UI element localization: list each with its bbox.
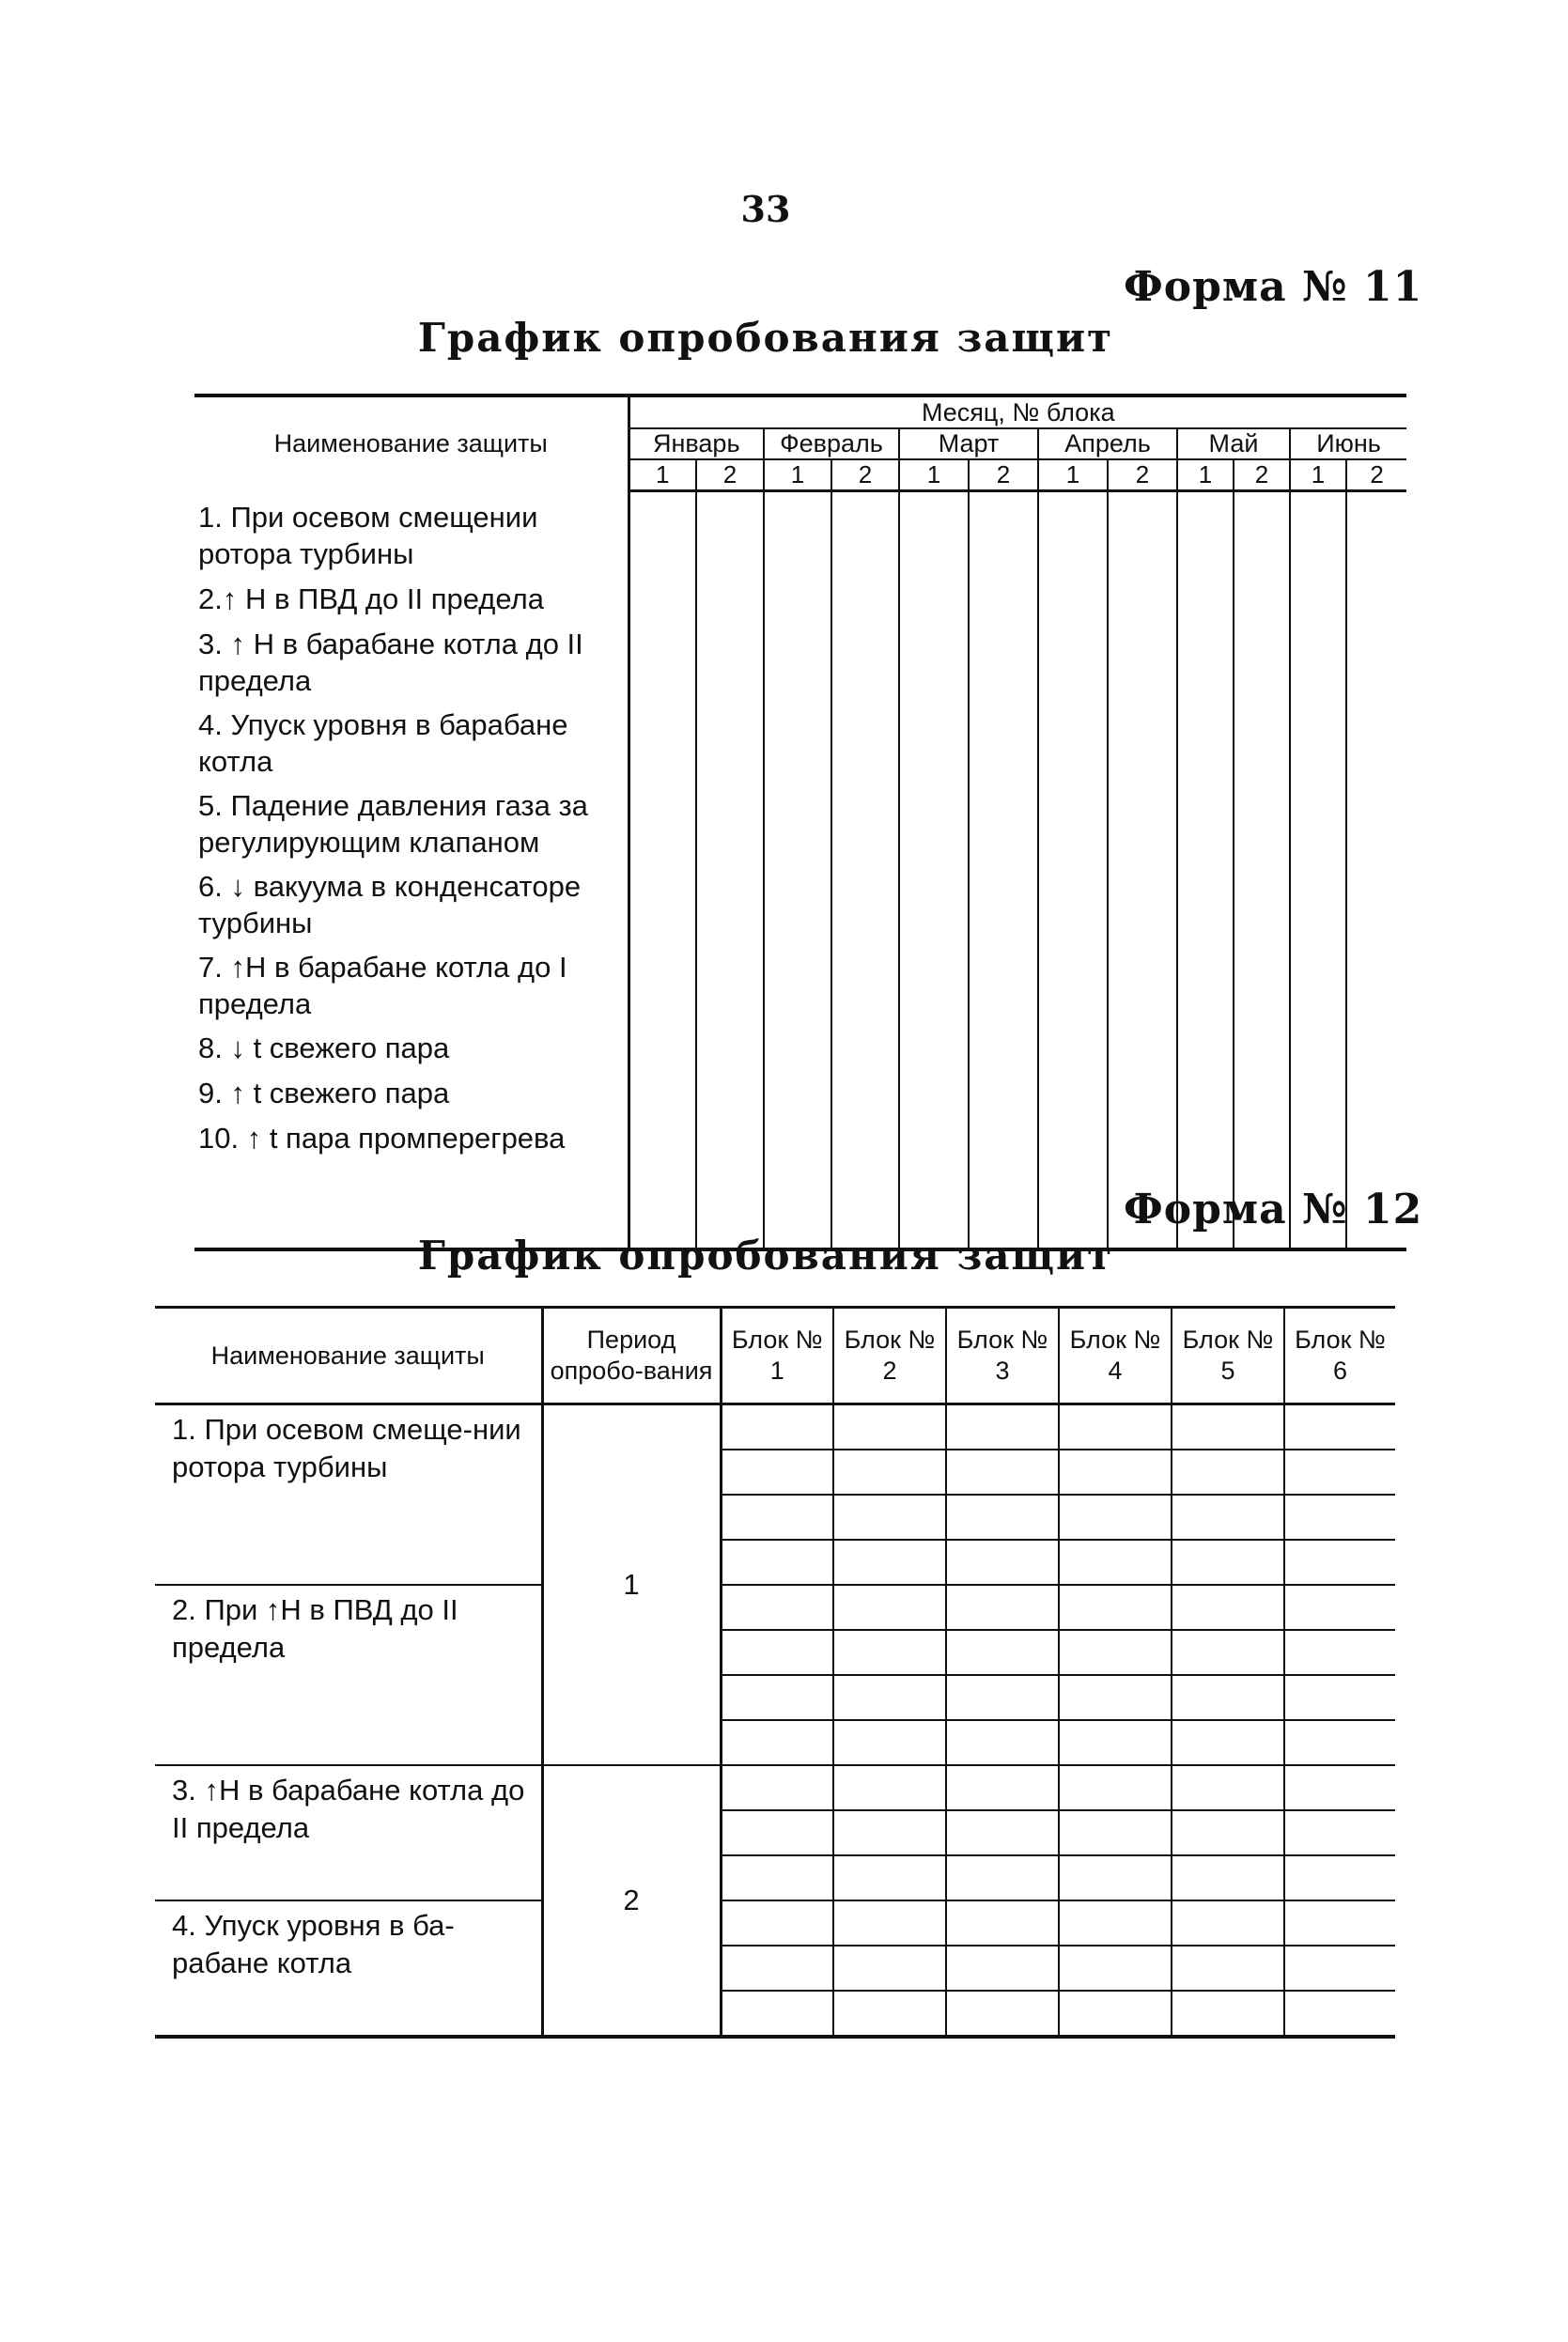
block-cell[interactable] — [721, 1900, 833, 1946]
block-number-header: 2 — [1234, 459, 1290, 491]
protection-item: 5. Падение давления газа за регулирующим клапаном — [198, 788, 588, 859]
block-cell[interactable] — [1284, 1450, 1395, 1495]
block-cell[interactable] — [1284, 1991, 1395, 2037]
block-number-header: 2 — [696, 459, 764, 491]
column-header-block: Блок № 6 — [1284, 1308, 1395, 1404]
schedule-cell[interactable] — [1108, 491, 1177, 1249]
block-cell[interactable] — [946, 1585, 1059, 1630]
protection-item: 10. ↑ t пара промперегрева — [198, 1121, 566, 1155]
block-number-header: 2 — [1346, 459, 1406, 491]
schedule-cell[interactable] — [1234, 491, 1290, 1249]
block-cell[interactable] — [833, 1900, 946, 1946]
form-11-title: График опробования защит — [417, 315, 1114, 361]
schedule-cell[interactable] — [764, 491, 831, 1249]
block-cell[interactable] — [1172, 1540, 1284, 1585]
page-number: 33 — [740, 188, 791, 230]
block-cell[interactable] — [1284, 1675, 1395, 1720]
block-number-header: 1 — [1290, 459, 1346, 491]
protection-item: 3. ↑ Н в барабане котла до II предела — [198, 627, 583, 697]
protection-name: 3. ↑Н в барабане котла до II предела — [155, 1765, 542, 1900]
block-cell[interactable] — [1172, 1630, 1284, 1675]
protection-item: 4. Упуск уровня в барабане котла — [198, 707, 568, 778]
block-cell[interactable] — [721, 1991, 833, 2037]
block-cell[interactable] — [1059, 1495, 1172, 1540]
form-12-label: Форма № 12 — [1124, 1186, 1423, 1233]
column-header-block: Блок № 5 — [1172, 1308, 1284, 1404]
block-cell[interactable] — [946, 1630, 1059, 1675]
block-cell[interactable] — [1059, 1585, 1172, 1630]
protection-item: 9. ↑ t свежего пара — [198, 1076, 450, 1109]
block-cell[interactable] — [833, 1720, 946, 1765]
column-header-month: Месяц, № блока — [629, 396, 1406, 428]
block-cell[interactable] — [1284, 1765, 1395, 1810]
schedule-cell[interactable] — [696, 491, 764, 1249]
schedule-cell[interactable] — [969, 491, 1038, 1249]
block-cell[interactable] — [721, 1765, 833, 1810]
block-cell[interactable] — [833, 1765, 946, 1810]
schedule-cell[interactable] — [1290, 491, 1346, 1249]
protection-name: 2. При ↑Н в ПВД до II предела — [155, 1585, 542, 1765]
block-cell[interactable] — [1172, 1585, 1284, 1630]
block-number-header: 2 — [969, 459, 1038, 491]
block-cell[interactable] — [1284, 1540, 1395, 1585]
block-cell[interactable] — [721, 1450, 833, 1495]
block-cell[interactable] — [946, 1540, 1059, 1585]
block-cell[interactable] — [833, 1404, 946, 1450]
block-cell[interactable] — [1284, 1720, 1395, 1765]
protection-name: 1. При осевом смеще-нии ротора турбины — [155, 1404, 542, 1586]
form-12-title: График опробования защит — [417, 1233, 1114, 1279]
block-number-header: 2 — [1108, 459, 1177, 491]
protection-item: 1. При осевом смещении ротора турбины — [198, 500, 538, 570]
protection-name: 4. Упуск уровня в ба-рабане котла — [155, 1900, 542, 2037]
protection-item: 8. ↓ t свежего пара — [198, 1031, 450, 1064]
month-header: Июнь — [1290, 428, 1406, 459]
schedule-cell[interactable] — [1177, 491, 1234, 1249]
column-header-period: Период опробо-вания — [542, 1308, 721, 1404]
block-number-header: 1 — [899, 459, 969, 491]
block-cell[interactable] — [721, 1675, 833, 1720]
schedule-cell[interactable] — [1038, 491, 1108, 1249]
form-11-table — [194, 394, 1406, 1251]
column-header-block: Блок № 3 — [946, 1308, 1059, 1404]
block-cell[interactable] — [833, 1675, 946, 1720]
block-cell[interactable] — [1284, 1404, 1395, 1450]
block-cell[interactable] — [833, 1855, 946, 1900]
block-cell[interactable] — [833, 1585, 946, 1630]
block-cell[interactable] — [946, 1765, 1059, 1810]
column-header-name: Наименование защиты — [155, 1308, 542, 1404]
block-cell[interactable] — [946, 1495, 1059, 1540]
block-cell[interactable] — [946, 1720, 1059, 1765]
block-cell[interactable] — [1059, 1765, 1172, 1810]
block-number-header: 1 — [629, 459, 696, 491]
block-cell[interactable] — [946, 1404, 1059, 1450]
block-number-header: 2 — [831, 459, 899, 491]
block-cell[interactable] — [833, 1946, 946, 1991]
month-header: Март — [899, 428, 1038, 459]
month-header: Май — [1177, 428, 1290, 459]
block-cell[interactable] — [1172, 1810, 1284, 1855]
block-cell[interactable] — [1172, 1404, 1284, 1450]
block-cell[interactable] — [1059, 1675, 1172, 1720]
block-cell[interactable] — [1059, 1540, 1172, 1585]
form-12-table — [155, 1306, 1395, 2039]
block-cell[interactable] — [946, 1855, 1059, 1900]
block-cell[interactable] — [721, 1720, 833, 1765]
block-cell[interactable] — [1059, 1900, 1172, 1946]
block-cell[interactable] — [721, 1810, 833, 1855]
block-cell[interactable] — [721, 1946, 833, 1991]
protection-item: 2.↑ Н в ПВД до II предела — [198, 582, 544, 615]
block-cell[interactable] — [721, 1540, 833, 1585]
block-cell[interactable] — [1059, 1946, 1172, 1991]
block-cell[interactable] — [1172, 1675, 1284, 1720]
block-cell[interactable] — [1172, 1450, 1284, 1495]
protection-item: 7. ↑Н в барабане котла до I предела — [198, 950, 567, 1020]
block-cell[interactable] — [721, 1585, 833, 1630]
test-period: 1 — [542, 1404, 721, 1766]
block-cell[interactable] — [946, 1991, 1059, 2037]
block-cell[interactable] — [1172, 1720, 1284, 1765]
block-cell[interactable] — [946, 1450, 1059, 1495]
column-header-block: Блок № 1 — [721, 1308, 833, 1404]
block-cell[interactable] — [1059, 1630, 1172, 1675]
column-header-block: Блок № 2 — [833, 1308, 946, 1404]
block-number-header: 1 — [764, 459, 831, 491]
month-header: Февраль — [764, 428, 899, 459]
test-period: 2 — [542, 1765, 721, 2037]
column-header-name: Наименование защиты — [194, 396, 629, 491]
schedule-cell[interactable] — [629, 491, 696, 1249]
month-header: Апрель — [1038, 428, 1177, 459]
block-cell[interactable] — [1172, 1946, 1284, 1991]
block-cell[interactable] — [1284, 1495, 1395, 1540]
block-cell[interactable] — [833, 1991, 946, 2037]
block-cell[interactable] — [1172, 1900, 1284, 1946]
block-cell[interactable] — [833, 1495, 946, 1540]
schedule-cell[interactable] — [831, 491, 899, 1249]
block-cell[interactable] — [833, 1540, 946, 1585]
block-cell[interactable] — [1059, 1450, 1172, 1495]
block-cell[interactable] — [1059, 1991, 1172, 2037]
block-cell[interactable] — [1284, 1810, 1395, 1855]
block-cell[interactable] — [1059, 1720, 1172, 1765]
block-number-header: 1 — [1177, 459, 1234, 491]
block-cell[interactable] — [1284, 1900, 1395, 1946]
block-cell[interactable] — [1172, 1765, 1284, 1810]
block-cell[interactable] — [1284, 1855, 1395, 1900]
schedule-cell[interactable] — [899, 491, 969, 1249]
protection-item: 6. ↓ вакуума в конденсаторе турбины — [198, 869, 582, 939]
block-cell[interactable] — [946, 1810, 1059, 1855]
block-cell[interactable] — [721, 1404, 833, 1450]
block-cell[interactable] — [1284, 1946, 1395, 1991]
block-cell[interactable] — [946, 1675, 1059, 1720]
block-cell[interactable] — [1172, 1855, 1284, 1900]
block-cell[interactable] — [833, 1810, 946, 1855]
block-cell[interactable] — [833, 1630, 946, 1675]
block-cell[interactable] — [1284, 1630, 1395, 1675]
block-cell[interactable] — [1059, 1404, 1172, 1450]
block-cell[interactable] — [1284, 1585, 1395, 1630]
block-cell[interactable] — [1172, 1991, 1284, 2037]
block-cell[interactable] — [1059, 1855, 1172, 1900]
block-cell[interactable] — [721, 1495, 833, 1540]
schedule-cell[interactable] — [1346, 491, 1406, 1249]
block-cell[interactable] — [721, 1855, 833, 1900]
block-cell[interactable] — [833, 1450, 946, 1495]
block-cell[interactable] — [721, 1630, 833, 1675]
column-header-block: Блок № 4 — [1059, 1308, 1172, 1404]
block-cell[interactable] — [946, 1900, 1059, 1946]
block-cell[interactable] — [1059, 1810, 1172, 1855]
block-number-header: 1 — [1038, 459, 1108, 491]
month-header: Январь — [629, 428, 764, 459]
protection-list — [194, 491, 629, 1249]
form-11-label: Форма № 11 — [1124, 263, 1423, 311]
block-cell[interactable] — [1172, 1495, 1284, 1540]
block-cell[interactable] — [946, 1946, 1059, 1991]
